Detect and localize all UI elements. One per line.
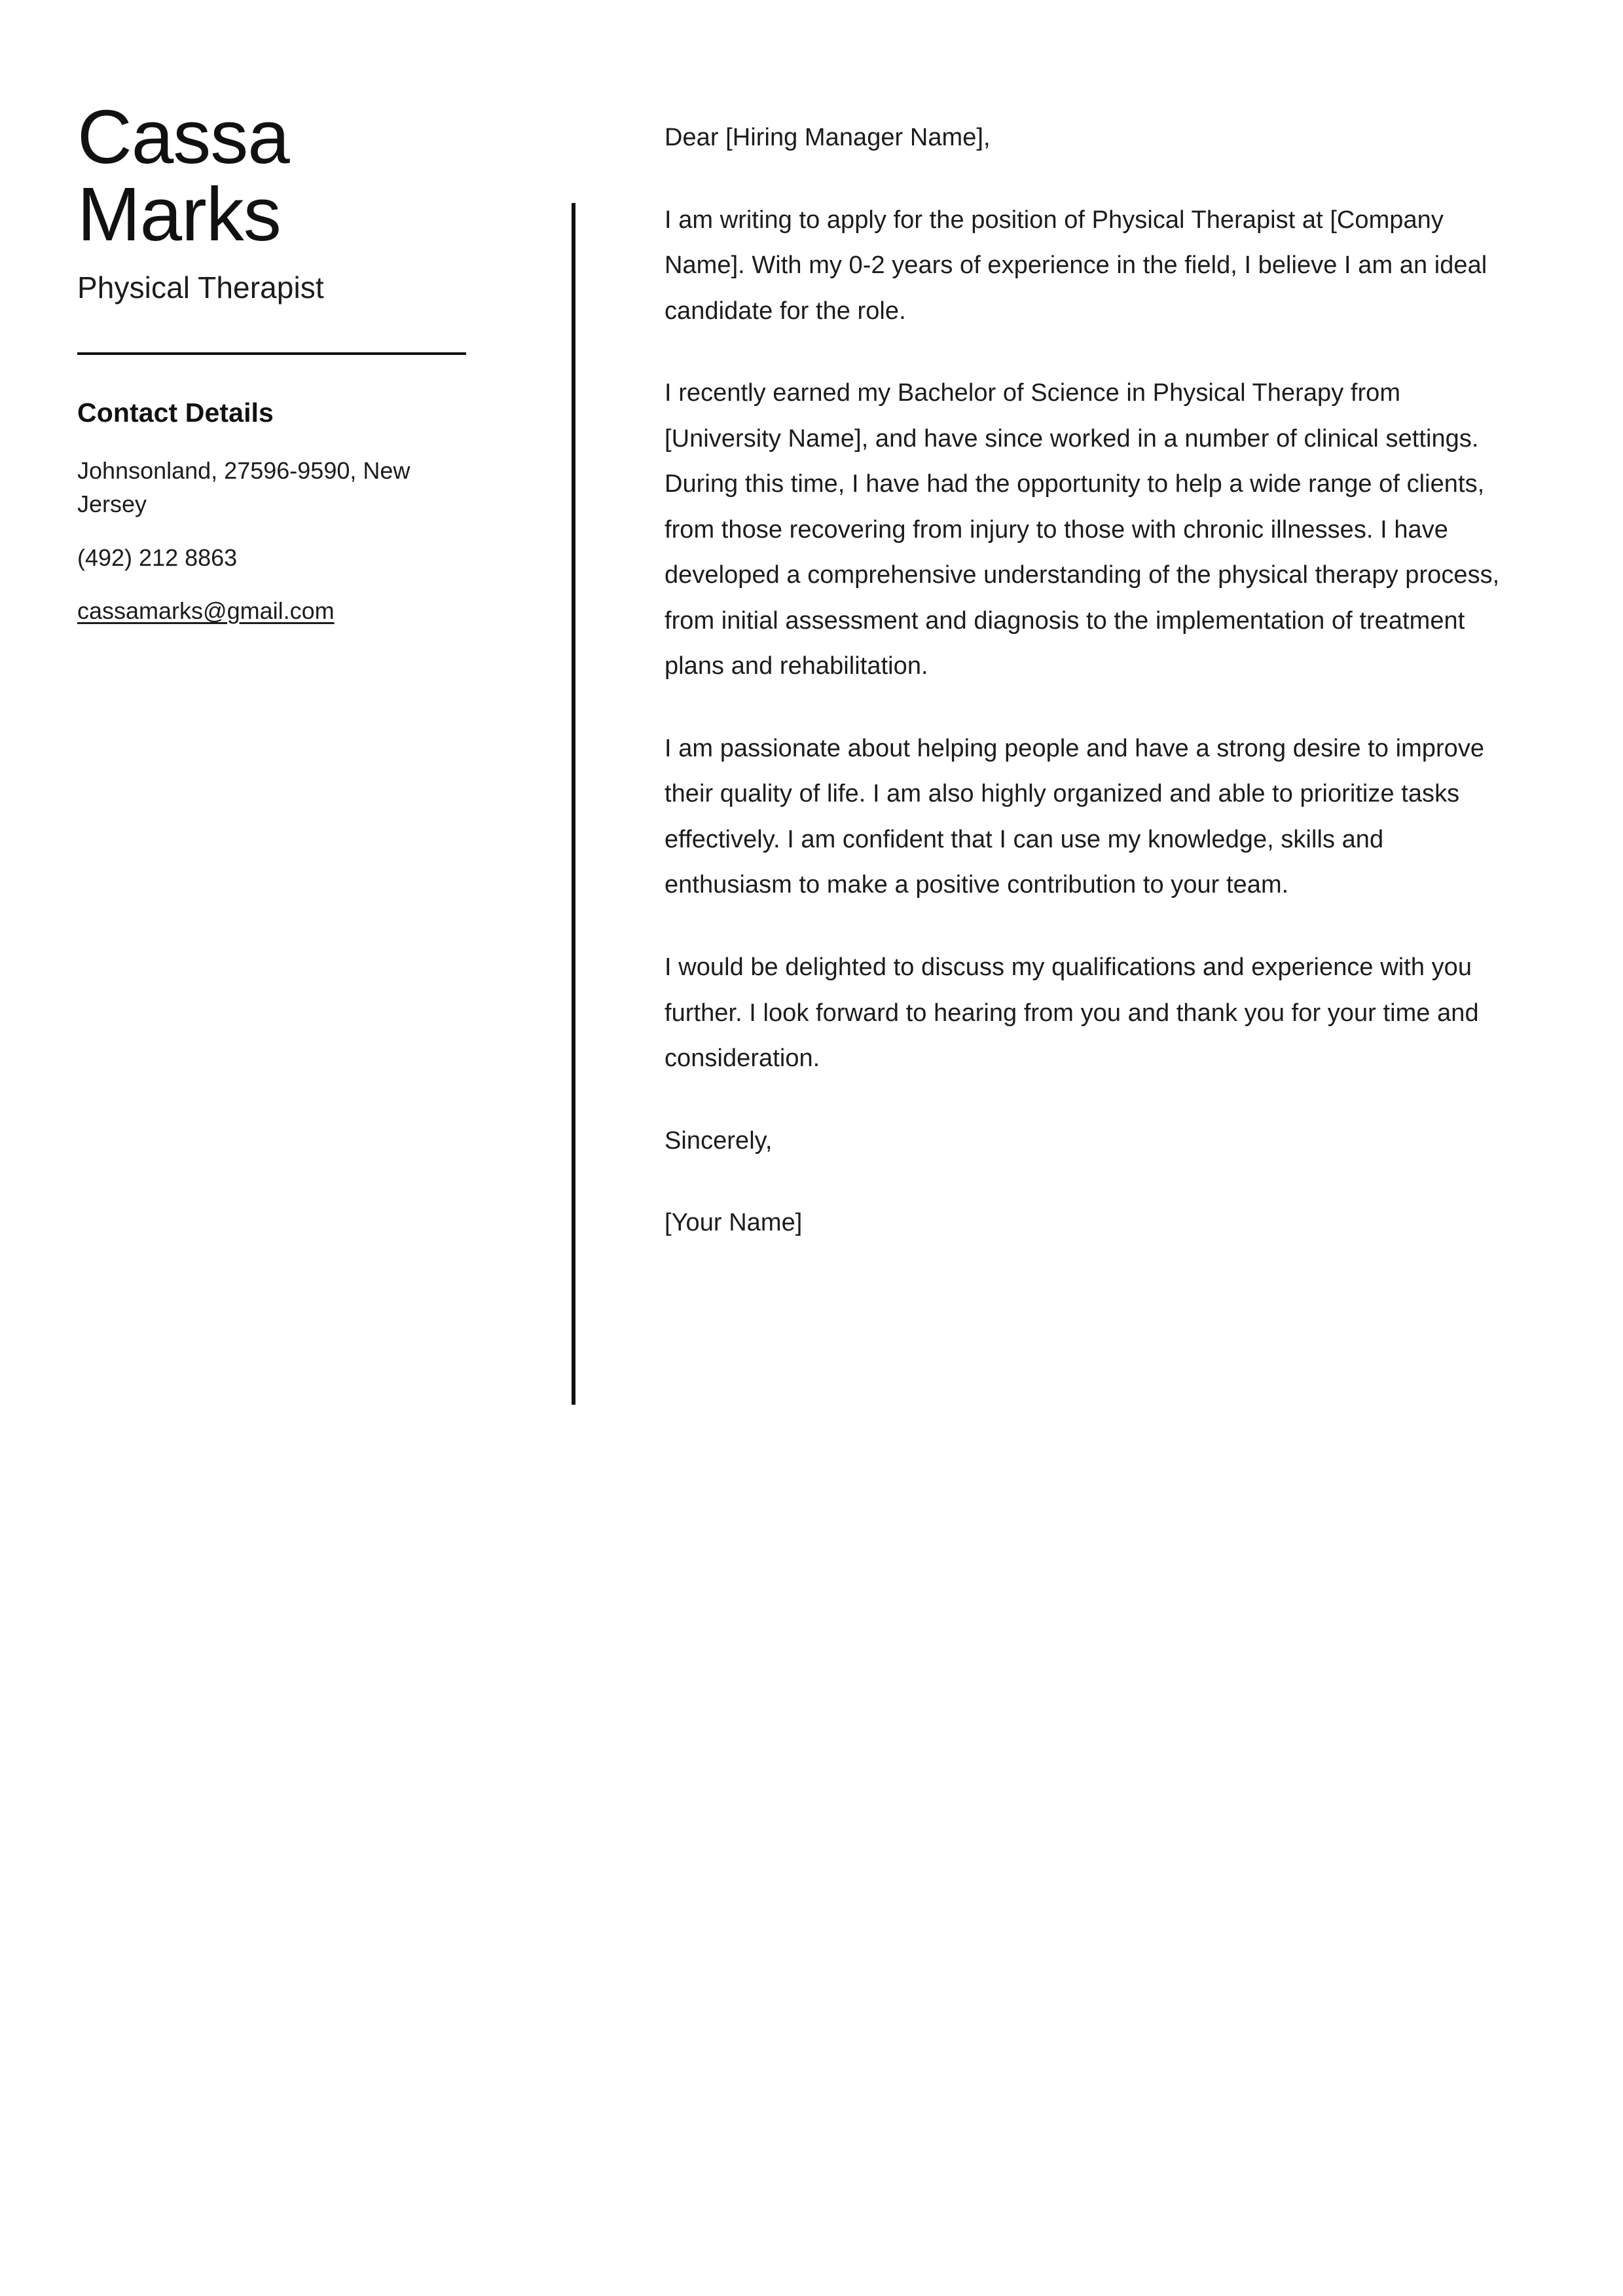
applicant-first-name: Cassa	[77, 94, 289, 179]
sidebar	[77, 94, 536, 627]
letter-signature-name: [Your Name]	[665, 1209, 803, 1237]
letter-paragraph-1: I am writing to apply for the position of Physical Therapist at [Company Name]. With my 0-2 years of experience in the field, I believe I am an ideal candidate for the role.	[665, 206, 1487, 325]
applicant-job-title: Physical Therapist	[77, 270, 324, 305]
contact-phone: (492) 212 8863	[77, 544, 238, 571]
contact-address: Johnsonland, 27596-9590, New Jersey	[77, 457, 410, 518]
applicant-last-name: Marks	[77, 172, 281, 257]
contact-email-link[interactable]: cassamarks@gmail.com	[77, 597, 335, 624]
contact-details-heading: Contact Details	[77, 398, 274, 428]
applicant-name	[77, 94, 536, 257]
letter-salutation: Dear [Hiring Manager Name],	[665, 124, 991, 151]
contact-details-list	[77, 454, 536, 627]
letter-body	[665, 115, 1506, 1246]
sidebar-divider-rule	[77, 352, 466, 355]
contact-email-row	[77, 594, 444, 627]
letter-paragraph-2: I recently earned my Bachelor of Science in Physical Therapy from [University Name], and have since worked in a number of clinical settings. During this time, I have had the opportunity to help a wide range of clients, from those recovering from injury to those with chronic illnesses. I have developed a comprehensive understanding of the physical therapy process, from initial assessment and diagnosis to the implementation of treatment plans and rehabilitation.	[665, 379, 1500, 680]
vertical-divider	[572, 203, 575, 1405]
letter-paragraph-4: I would be delighted to discuss my qualifications and experience with you further. I look forward to hearing from you and thank you for your time and consideration.	[665, 953, 1479, 1073]
letter-paragraph-3: I am passionate about helping people and have a strong desire to improve their quality of life. I am also highly organized and able to prioritize tasks effectively. I am confident that I can use my knowledge, skills and enthusiasm to make a positive contribution to your team.	[665, 734, 1485, 899]
letter-closing: Sincerely,	[665, 1126, 773, 1155]
